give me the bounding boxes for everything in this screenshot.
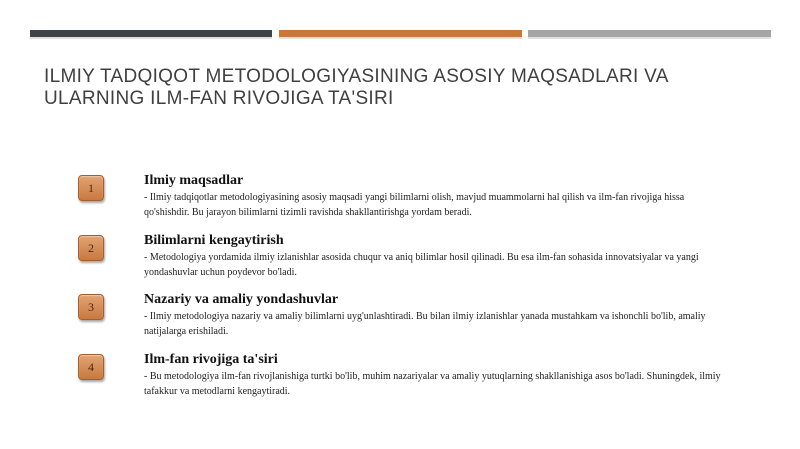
top-bar-dark xyxy=(30,30,272,37)
number-badge: 2 xyxy=(78,235,104,261)
item-text: - Ilmiy tadqiqotlar metodologiyasining asosiy maqsadi yangi bilimlarni olish, mavjud muammolarni hal qilish va ilm-fan rivojiga hissa qo'shishdir. Bu jarayon bilimlarni tizimli ravishda shakllantirishga yordam beradi. xyxy=(144,192,685,218)
item-body xyxy=(144,352,728,399)
item-body xyxy=(144,233,728,280)
item-heading: Bilimlarni kengaytirish xyxy=(144,233,284,248)
item-text: - Bu metodologiya ilm-fan rivojlanishiga turtki bo'lib, muhim nazariyalar va amaliy yutuqlarning shakllanishiga asos bo'ladi. Shuningdek, ilmiy tafakkur va metodlarni kengaytiradi. xyxy=(144,371,721,397)
item-heading: Ilmiy maqsadlar xyxy=(144,173,244,188)
slide-title: ILMIY TADQIQOT METODOLOGIYASINING ASOSIY MAQSADLARI VA ULARNING ILM-FAN RIVOJIGA TA'SIRI xyxy=(44,66,668,109)
item-heading: Ilm-fan rivojiga ta'siri xyxy=(144,352,278,367)
item-text: - Ilmiy metodologiya nazariy va amaliy bilimlarni uyg'unlashtiradi. Bu bilan ilmiy izlanishlar yanada mustahkam va ishonchli bo'lib, amaliy natijalarga erishiladi. xyxy=(144,311,706,337)
number-badge: 3 xyxy=(78,294,104,320)
item-text: - Metodologiya yordamida ilmiy izlanishlar asosida chuqur va aniq bilimlar hosil qilinadi. Bu esa ilm-fan sohasida innovatsiyalar va yangi yondashuvlar uchun poydevor bo'ladi. xyxy=(144,252,699,278)
number-badge: 4 xyxy=(78,354,104,380)
item-body xyxy=(144,292,728,339)
top-bar-gray xyxy=(528,30,771,37)
top-bar-orange xyxy=(279,30,522,37)
item-heading: Nazariy va amaliy yondashuvlar xyxy=(144,292,339,307)
number-badge: 1 xyxy=(78,175,104,201)
item-body xyxy=(144,173,728,220)
